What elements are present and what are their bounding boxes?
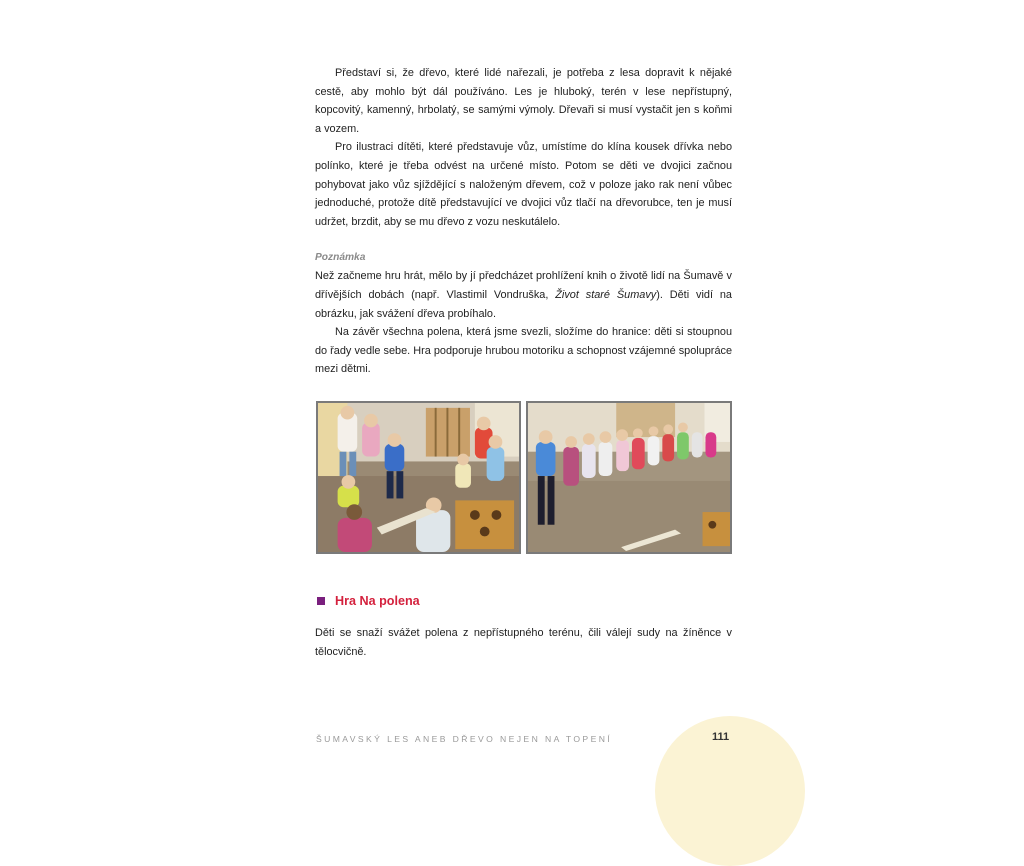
note-paragraph-1 [315,267,732,323]
paragraph-1: Představí si, že dřevo, které lidé nařezali, je potřeba z lesa dopravit k nějaké cestě, aby mohlo být dál používáno. Les je hluboký, terén v lese nepřístupný, kopcovitý, kamenný, hrbolatý, se samými výmoly. Dřevaři si musí vystačit jen s koňmi a vozem. [315,67,732,135]
square-bullet-icon [317,597,325,605]
note-text-start: Než začneme hru hrát, mělo by jí předcházet prohlížení knih o životě lidí na Šumavě v dřívějších dobách (např. Vlastimil Vondruška, [315,270,732,301]
running-footer-title: ŠUMAVSKÝ LES ANEB DŘEVO NEJEN NA TOPENÍ [316,734,613,744]
photo-children-in-row-right [526,401,732,554]
book-title-italic: Život staré Šumavy [555,288,657,301]
note-label: Poznámka [315,252,366,264]
section-title: Hra Na polena [335,594,420,608]
body-text [315,64,732,379]
section-heading [317,594,420,608]
photo-right-image [528,403,730,552]
photo-children-playing-left [316,401,521,554]
note-text-end: ). Děti vidí na obrázku, jak svážení dřeva probíhalo. [315,288,732,320]
note-paragraph-2: Na závěr všechna polena, která jsme svezli, složíme do hranice: děti si stoupnou do řady vedle sebe. Hra podporuje hrubou motoriku a schopnost vzájemné spolupráce mezi dětmi. [315,326,732,376]
photo-left-image [318,403,519,552]
page-number: 111 [712,731,730,743]
footer-decorative-circle [655,716,805,866]
section-paragraph: Děti se snaží svážet polena z nepřístupného terénu, čili válejí sudy na žíněnce v tělocvičně. [315,627,732,658]
paragraph-2: Pro ilustraci dítěti, které představuje vůz, umístíme do klína kousek dřívka nebo polínko, které je třeba odvést na určené místo. Potom se děti ve dvojici začnou pohybovat jako vůz sjíždějící s naloženým dřevem, což v poloze jako rak není vůbec jednoduché, protože dítě představující ve dvojici vůz tlačí na dřevorubce, ten je musí udržet, brzdit, aby se mu dřevo z vozu neskutálelo. [315,141,732,228]
